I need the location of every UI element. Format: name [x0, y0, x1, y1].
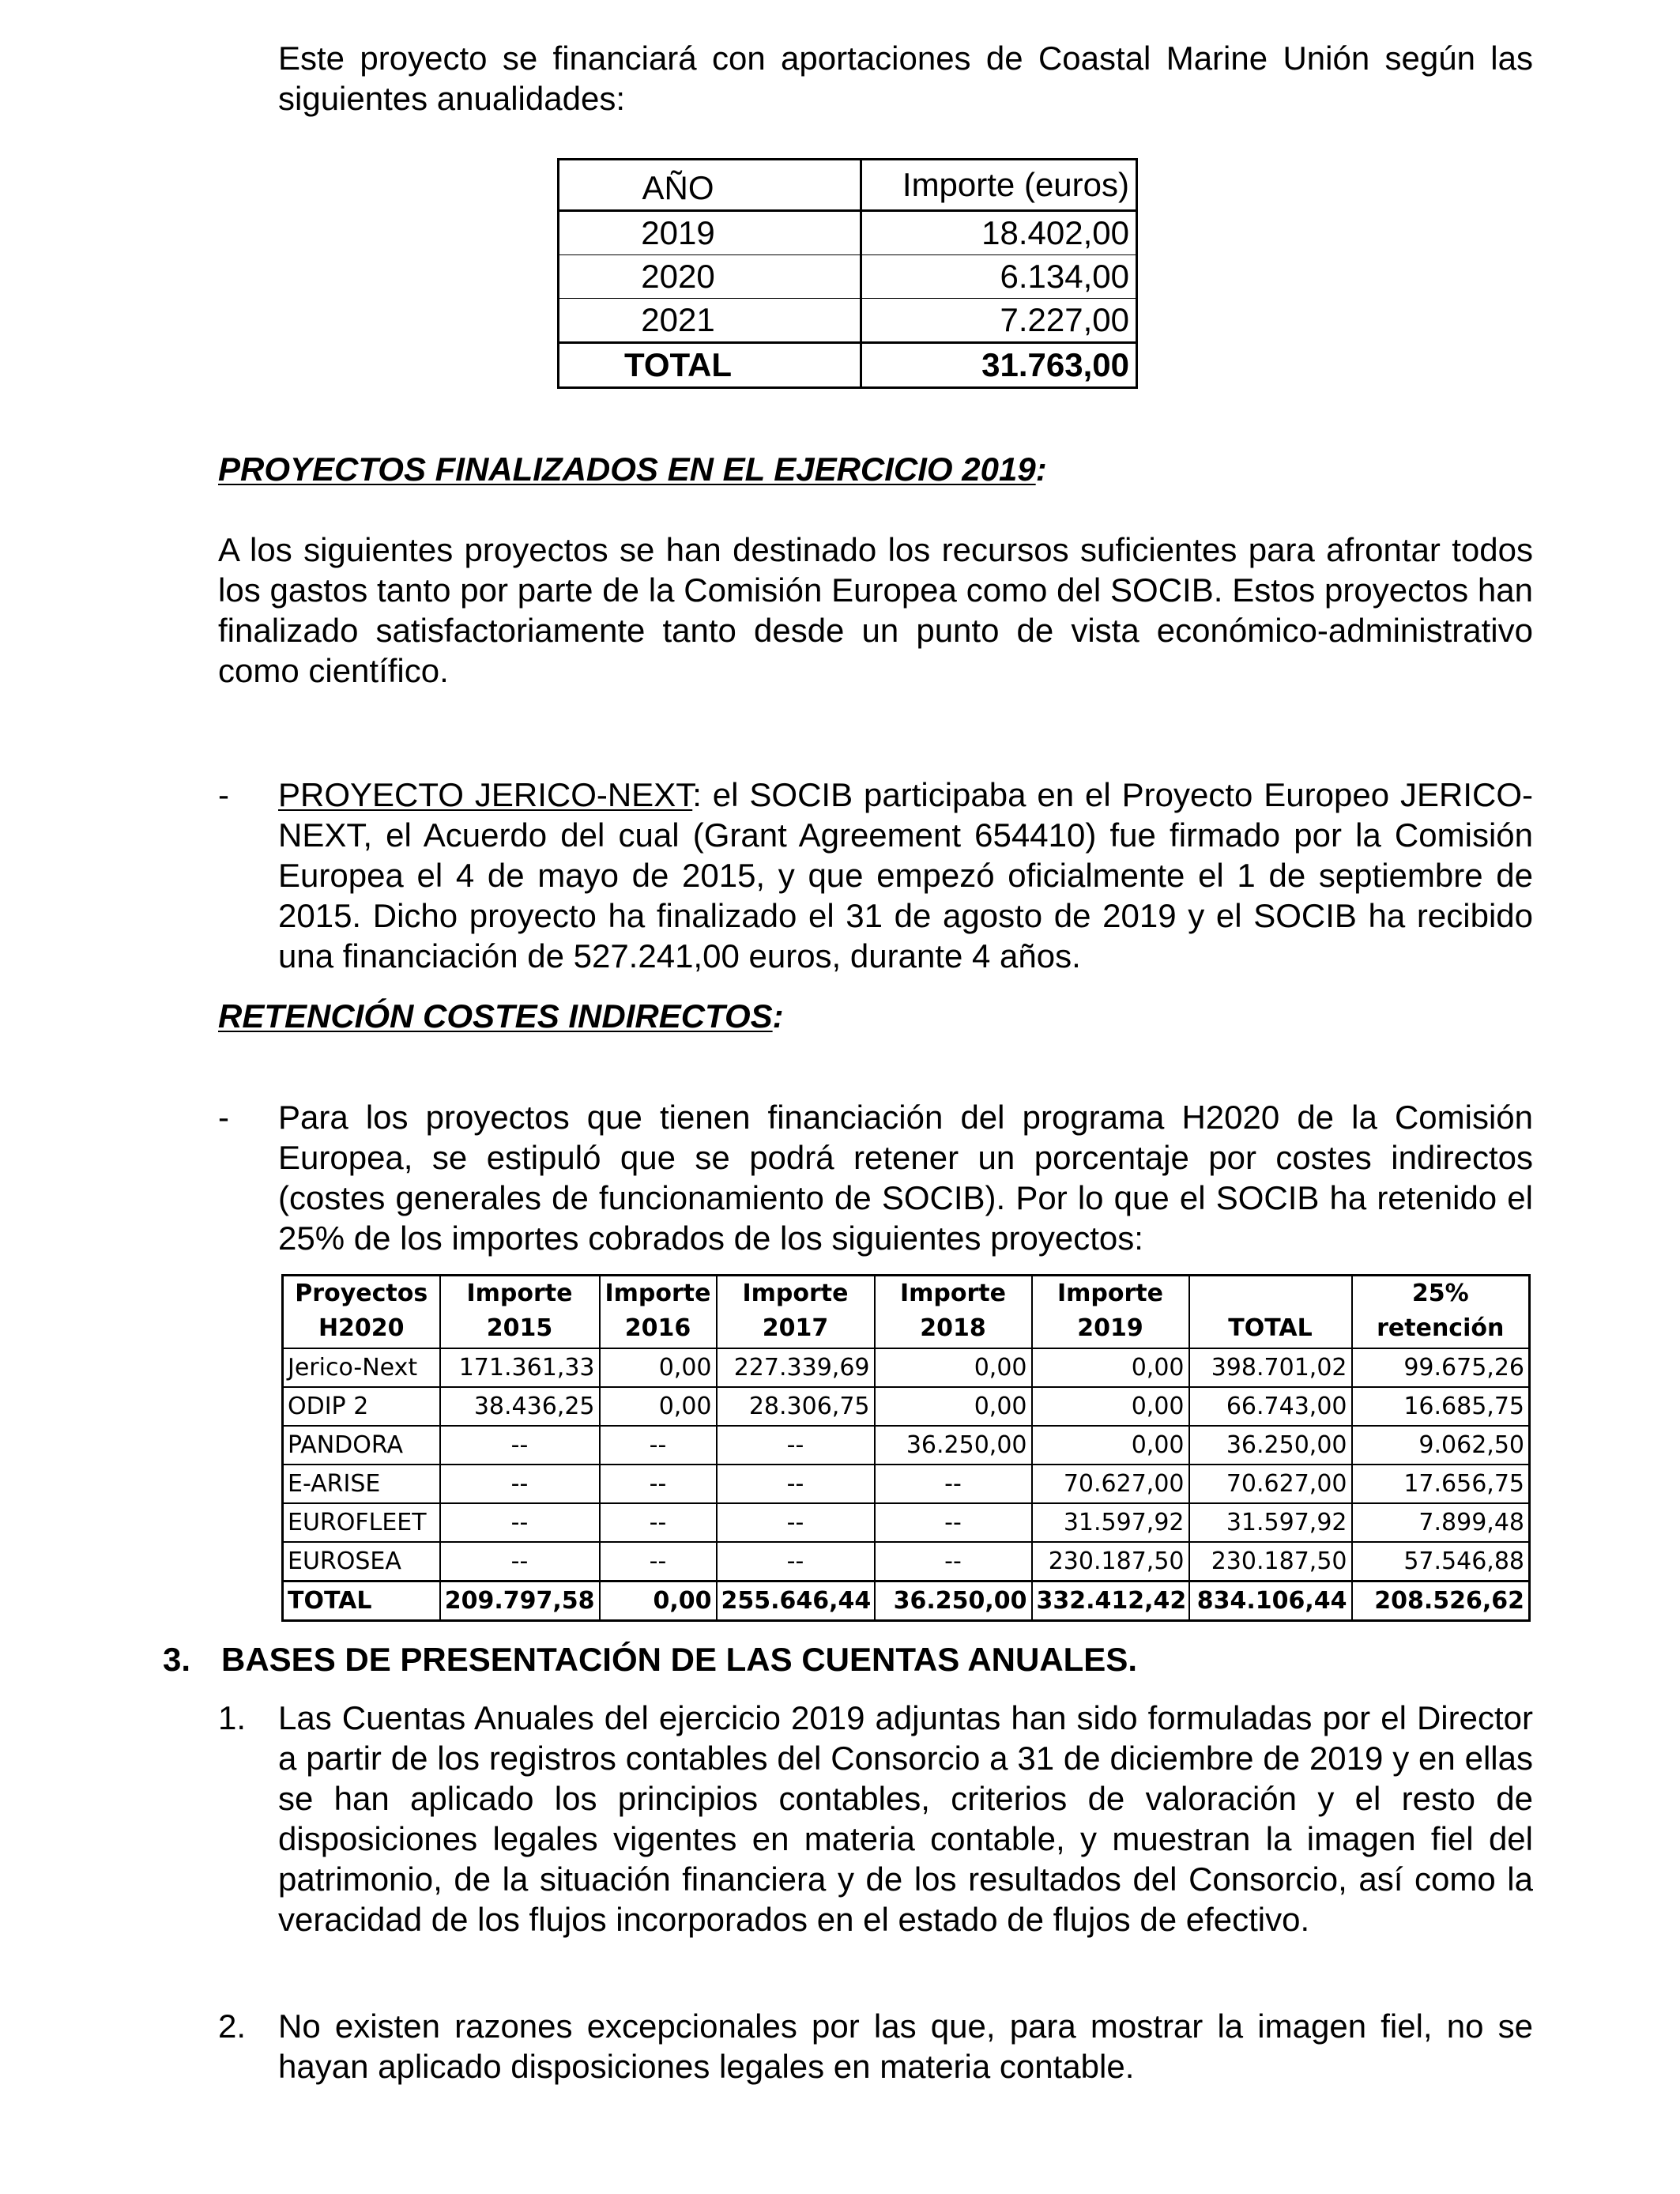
- amount-cell: 208.526,62: [1352, 1581, 1530, 1621]
- header-cell: Importe 2018: [875, 1276, 1032, 1349]
- amount-cell: 834.106,44: [1189, 1581, 1352, 1621]
- bullet-dash: -: [218, 776, 229, 813]
- header-cell: 25% retención: [1352, 1276, 1530, 1349]
- h2020-retention-table: [281, 1274, 1531, 1622]
- header-cell: Importe 2015: [440, 1276, 600, 1349]
- amount-cell: 230.187,50: [1189, 1542, 1352, 1581]
- table-row: [283, 1348, 1530, 1387]
- table-total-row: [283, 1581, 1530, 1621]
- heading-suffix: :: [772, 997, 784, 1035]
- heading-suffix: :: [1035, 450, 1047, 488]
- table-row: [283, 1465, 1530, 1503]
- project-name-cell: Jerico-Next: [283, 1348, 440, 1387]
- amount-cell: 7.899,48: [1352, 1503, 1530, 1542]
- table-body: [283, 1348, 1530, 1621]
- section-number: 3.: [163, 1641, 191, 1678]
- amount-cell: 36.250,00: [875, 1426, 1032, 1465]
- jerico-paragraph: [278, 775, 1533, 976]
- amount-cell: --: [875, 1503, 1032, 1542]
- amount-cell: 66.743,00: [1189, 1387, 1352, 1426]
- project-name-cell: EUROFLEET: [283, 1503, 440, 1542]
- amount-cell: --: [440, 1426, 600, 1465]
- jerico-text: : el SOCIB participaba en el Proyecto Europeo JERICO-NEXT, el Acuerdo del cual (Grant Agreement 654410) fue firmado por la Comisión Europea el 4 de mayo de 2015, y que empezó oficialmente el 1 de septiembre de 2015. Dicho proyecto ha finalizado el 31 de agosto de 2019 y el SOCIB ha recibido una financiación de 527.241,00 euros, durante 4 años.: [278, 776, 1533, 974]
- table-row: [283, 1542, 1530, 1581]
- total-label: TOTAL: [559, 343, 861, 388]
- section-heading-retencion: [218, 996, 784, 1036]
- table-row: [283, 1387, 1530, 1426]
- amount-cell: --: [440, 1542, 600, 1581]
- table-total-row: [559, 343, 1137, 388]
- amount-cell: --: [875, 1465, 1032, 1503]
- amount-cell: --: [717, 1426, 875, 1465]
- year-cell: 2021: [559, 299, 861, 343]
- amount-cell: 0,00: [1032, 1348, 1189, 1387]
- amount-cell: 17.656,75: [1352, 1465, 1530, 1503]
- header-cell: Proyectos H2020: [283, 1276, 440, 1349]
- amount-cell: 70.627,00: [1189, 1465, 1352, 1503]
- heading-text: RETENCIÓN COSTES INDIRECTOS: [218, 997, 773, 1035]
- amount-cell: 36.250,00: [875, 1581, 1032, 1621]
- table-row: [559, 255, 1137, 299]
- amount-cell: --: [440, 1465, 600, 1503]
- amount-cell: 99.675,26: [1352, 1348, 1530, 1387]
- amount-cell: 209.797,58: [440, 1581, 600, 1621]
- jerico-title: PROYECTO JERICO-NEXT: [278, 776, 693, 813]
- amount-cell: 57.546,88: [1352, 1542, 1530, 1581]
- header-amount: Importe (euros): [861, 160, 1137, 211]
- table-header-row: [283, 1276, 1530, 1349]
- section3-item-1: Las Cuentas Anuales del ejercicio 2019 adjuntas han sido formuladas por el Director a partir de los registros contables del Consorcio a 31 de diciembre de 2019 y en ellas se han aplicado los principios contables, criterios de valoración y el resto de disposiciones legales vigentes en materia contable, y muestran la imagen fiel del patrimonio, de la situación financiera y de los resultados del Consorcio, así como la veracidad de los flujos incorporados en el estado de flujos de efectivo.: [278, 1699, 1533, 1938]
- year-cell: 2019: [559, 211, 861, 255]
- amount-cell: 0,00: [875, 1387, 1032, 1426]
- amount-cell: --: [717, 1503, 875, 1542]
- section3-item-2: No existen razones excepcionales por las que, para mostrar la imagen fiel, no se hayan aplicado disposiciones legales en materia contable.: [278, 2007, 1533, 2085]
- intro-paragraph: Este proyecto se financiará con aportaciones de Coastal Marine Unión según las siguientes anualidades:: [278, 40, 1533, 117]
- finalizados-paragraph: A los siguientes proyectos se han destinado los recursos suficientes para afrontar todos los gastos tanto por parte de la Comisión Europea como del SOCIB. Estos proyectos han finalizado satisfactoriamente tanto desde un punto de vista económico-administrativo como científico.: [218, 531, 1533, 689]
- amount-cell: --: [440, 1503, 600, 1542]
- year-funding-table: [557, 158, 1138, 389]
- amount-cell: 0,00: [875, 1348, 1032, 1387]
- heading-text: PROYECTOS FINALIZADOS EN EL EJERCICIO 2019: [218, 450, 1036, 488]
- header-cell: Importe 2019: [1032, 1276, 1189, 1349]
- table-row: [283, 1503, 1530, 1542]
- amount-cell: 0,00: [600, 1581, 717, 1621]
- header-cell: TOTAL: [1189, 1276, 1352, 1349]
- amount-cell: 70.627,00: [1032, 1465, 1189, 1503]
- project-name-cell: PANDORA: [283, 1426, 440, 1465]
- amount-cell: --: [717, 1465, 875, 1503]
- amount-cell: --: [600, 1426, 717, 1465]
- amount-cell: 230.187,50: [1032, 1542, 1189, 1581]
- project-name-cell: EUROSEA: [283, 1542, 440, 1581]
- amount-cell: 0,00: [1032, 1426, 1189, 1465]
- bullet-dash: -: [218, 1099, 229, 1136]
- amount-cell: 9.062,50: [1352, 1426, 1530, 1465]
- amount-cell: 0,00: [600, 1348, 717, 1387]
- amount-cell: 38.436,25: [440, 1387, 600, 1426]
- table-row: [283, 1426, 1530, 1465]
- amount-cell: 227.339,69: [717, 1348, 875, 1387]
- item-number: 2.: [218, 2007, 247, 2045]
- amount-cell: --: [717, 1542, 875, 1581]
- project-name-cell: ODIP 2: [283, 1387, 440, 1426]
- table-row: [559, 299, 1137, 343]
- amount-cell: 6.134,00: [861, 255, 1137, 299]
- table-row: [559, 211, 1137, 255]
- header-cell: Importe 2017: [717, 1276, 875, 1349]
- project-name-cell: E-ARISE: [283, 1465, 440, 1503]
- section-title: BASES DE PRESENTACIÓN DE LAS CUENTAS ANUALES.: [221, 1641, 1137, 1678]
- amount-cell: 28.306,75: [717, 1387, 875, 1426]
- year-cell: 2020: [559, 255, 861, 299]
- amount-cell: --: [600, 1542, 717, 1581]
- header-year: AÑO: [559, 160, 861, 211]
- amount-cell: 398.701,02: [1189, 1348, 1352, 1387]
- amount-cell: 332.412,42: [1032, 1581, 1189, 1621]
- project-name-cell: TOTAL: [283, 1581, 440, 1621]
- amount-cell: --: [600, 1503, 717, 1542]
- table-header-row: [559, 160, 1137, 211]
- amount-cell: 0,00: [600, 1387, 717, 1426]
- item-number: 1.: [218, 1699, 247, 1736]
- amount-cell: 0,00: [1032, 1387, 1189, 1426]
- amount-cell: --: [600, 1465, 717, 1503]
- amount-cell: --: [875, 1542, 1032, 1581]
- amount-cell: 16.685,75: [1352, 1387, 1530, 1426]
- amount-cell: 31.597,92: [1189, 1503, 1352, 1542]
- amount-cell: 31.597,92: [1032, 1503, 1189, 1542]
- retencion-paragraph: Para los proyectos que tienen financiación del programa H2020 de la Comisión Europea, se estipuló que se podrá retener un porcentaje por costes indirectos (costes generales de funcionamiento de SOCIB). Por lo que el SOCIB ha retenido el 25% de los importes cobrados de los siguientes proyectos:: [278, 1099, 1533, 1257]
- total-amount: 31.763,00: [861, 343, 1137, 388]
- amount-cell: 18.402,00: [861, 211, 1137, 255]
- header-cell: Importe 2016: [600, 1276, 717, 1349]
- amount-cell: 7.227,00: [861, 299, 1137, 343]
- amount-cell: 171.361,33: [440, 1348, 600, 1387]
- section-heading-finalizados: [218, 449, 1047, 489]
- amount-cell: 36.250,00: [1189, 1426, 1352, 1465]
- amount-cell: 255.646,44: [717, 1581, 875, 1621]
